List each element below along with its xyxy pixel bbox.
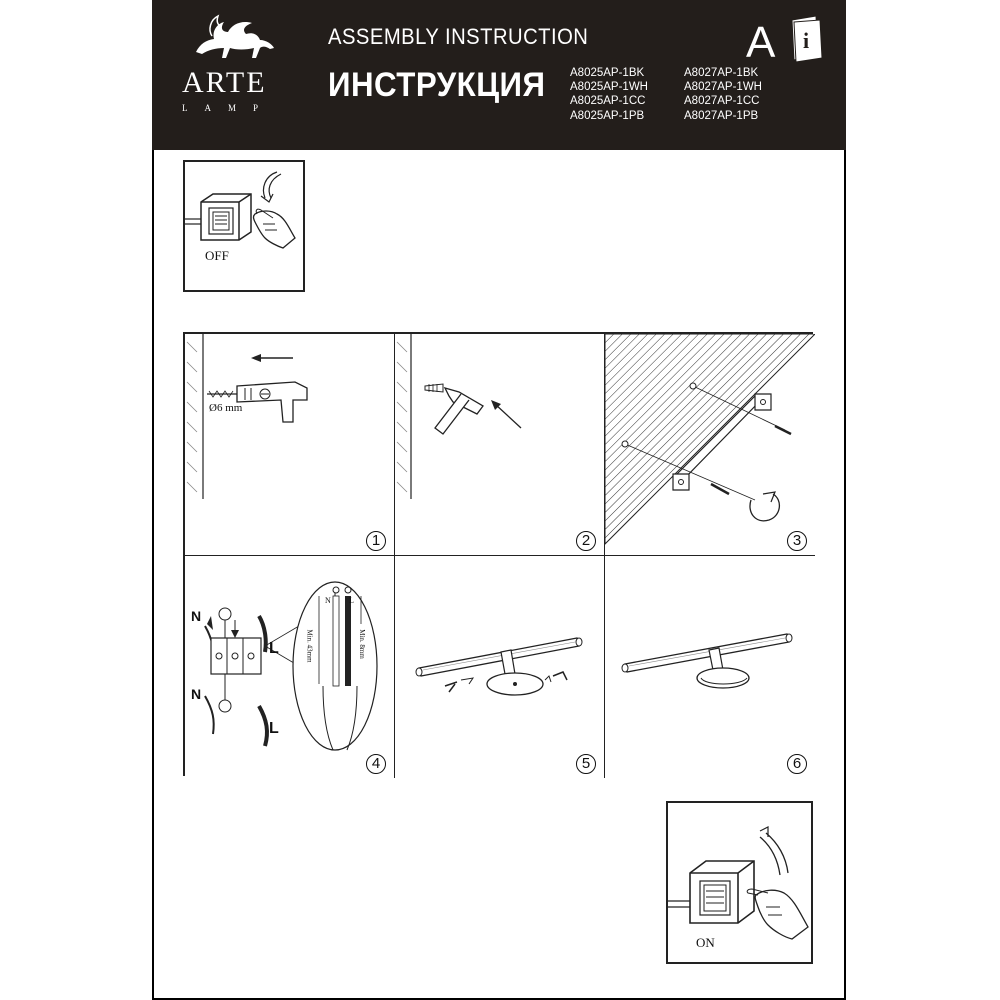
brand-subtitle: LAMP [182, 103, 276, 113]
model-code: A8025AP-1WH [570, 81, 648, 94]
step-2-panel [395, 334, 605, 556]
min-length-label: Min. 43mm [305, 629, 314, 663]
step-1-panel [185, 334, 395, 556]
neutral-label-bottom: N [191, 686, 202, 702]
step-number: 4 [366, 754, 386, 774]
step-number: 3 [787, 531, 807, 551]
drill-size-label: Ø6 mm [209, 402, 243, 414]
switch-off-panel [183, 160, 305, 292]
model-list-2 [684, 66, 762, 123]
model-code: A8025AP-1CC [570, 95, 646, 108]
step-6-panel [605, 556, 815, 778]
model-list-1 [570, 66, 648, 123]
model-code: A8025AP-1PB [570, 109, 645, 122]
steps-grid [183, 332, 813, 776]
model-code: A8027AP-1WH [684, 81, 762, 94]
header-banner [152, 0, 846, 150]
wire-n-label: N [325, 596, 331, 605]
hammer-anchor-illustration-icon [395, 334, 605, 556]
title-english: ASSEMBLY INSTRUCTION [328, 24, 589, 49]
model-code: A8027AP-1BK [684, 67, 759, 79]
bracket-mounting-illustration-icon [605, 334, 815, 556]
on-label: ON [696, 935, 715, 950]
step-number: 6 [787, 754, 807, 774]
switch-on-illustration-icon [668, 803, 811, 962]
drill-wall-illustration-icon [185, 334, 395, 556]
svg-text:i: i [803, 28, 810, 53]
model-code: A8027AP-1CC [684, 95, 760, 108]
step-4-panel [185, 556, 395, 778]
lamp-mounted-illustration-icon [605, 556, 815, 778]
live-label-bottom: L [269, 720, 279, 737]
off-label: OFF [205, 248, 229, 263]
wire-l-label: L [349, 596, 354, 605]
brand-name: ARTE [182, 66, 267, 99]
step-number: 5 [576, 754, 596, 774]
wiring-terminal-illustration-icon [185, 556, 395, 778]
step-3-panel [605, 334, 815, 556]
model-code: A8027AP-1PB [684, 109, 759, 122]
step-number: 1 [366, 531, 386, 551]
live-label-top: L [269, 640, 279, 657]
neutral-label-top: N [191, 608, 202, 624]
language-letter: A [746, 18, 776, 67]
step-number: 2 [576, 531, 596, 551]
title-russian: ИНСТРУКЦИЯ [328, 66, 546, 104]
switch-on-panel [666, 801, 813, 964]
model-code: A8025AP-1BK [570, 67, 645, 79]
min-strip-label: Min. 8mm [357, 629, 366, 659]
info-manual-icon [788, 14, 826, 64]
step-5-panel [395, 556, 605, 778]
lion-logo-icon [186, 14, 278, 64]
lamp-attach-illustration-icon [395, 556, 605, 778]
switch-off-illustration-icon [185, 162, 303, 290]
